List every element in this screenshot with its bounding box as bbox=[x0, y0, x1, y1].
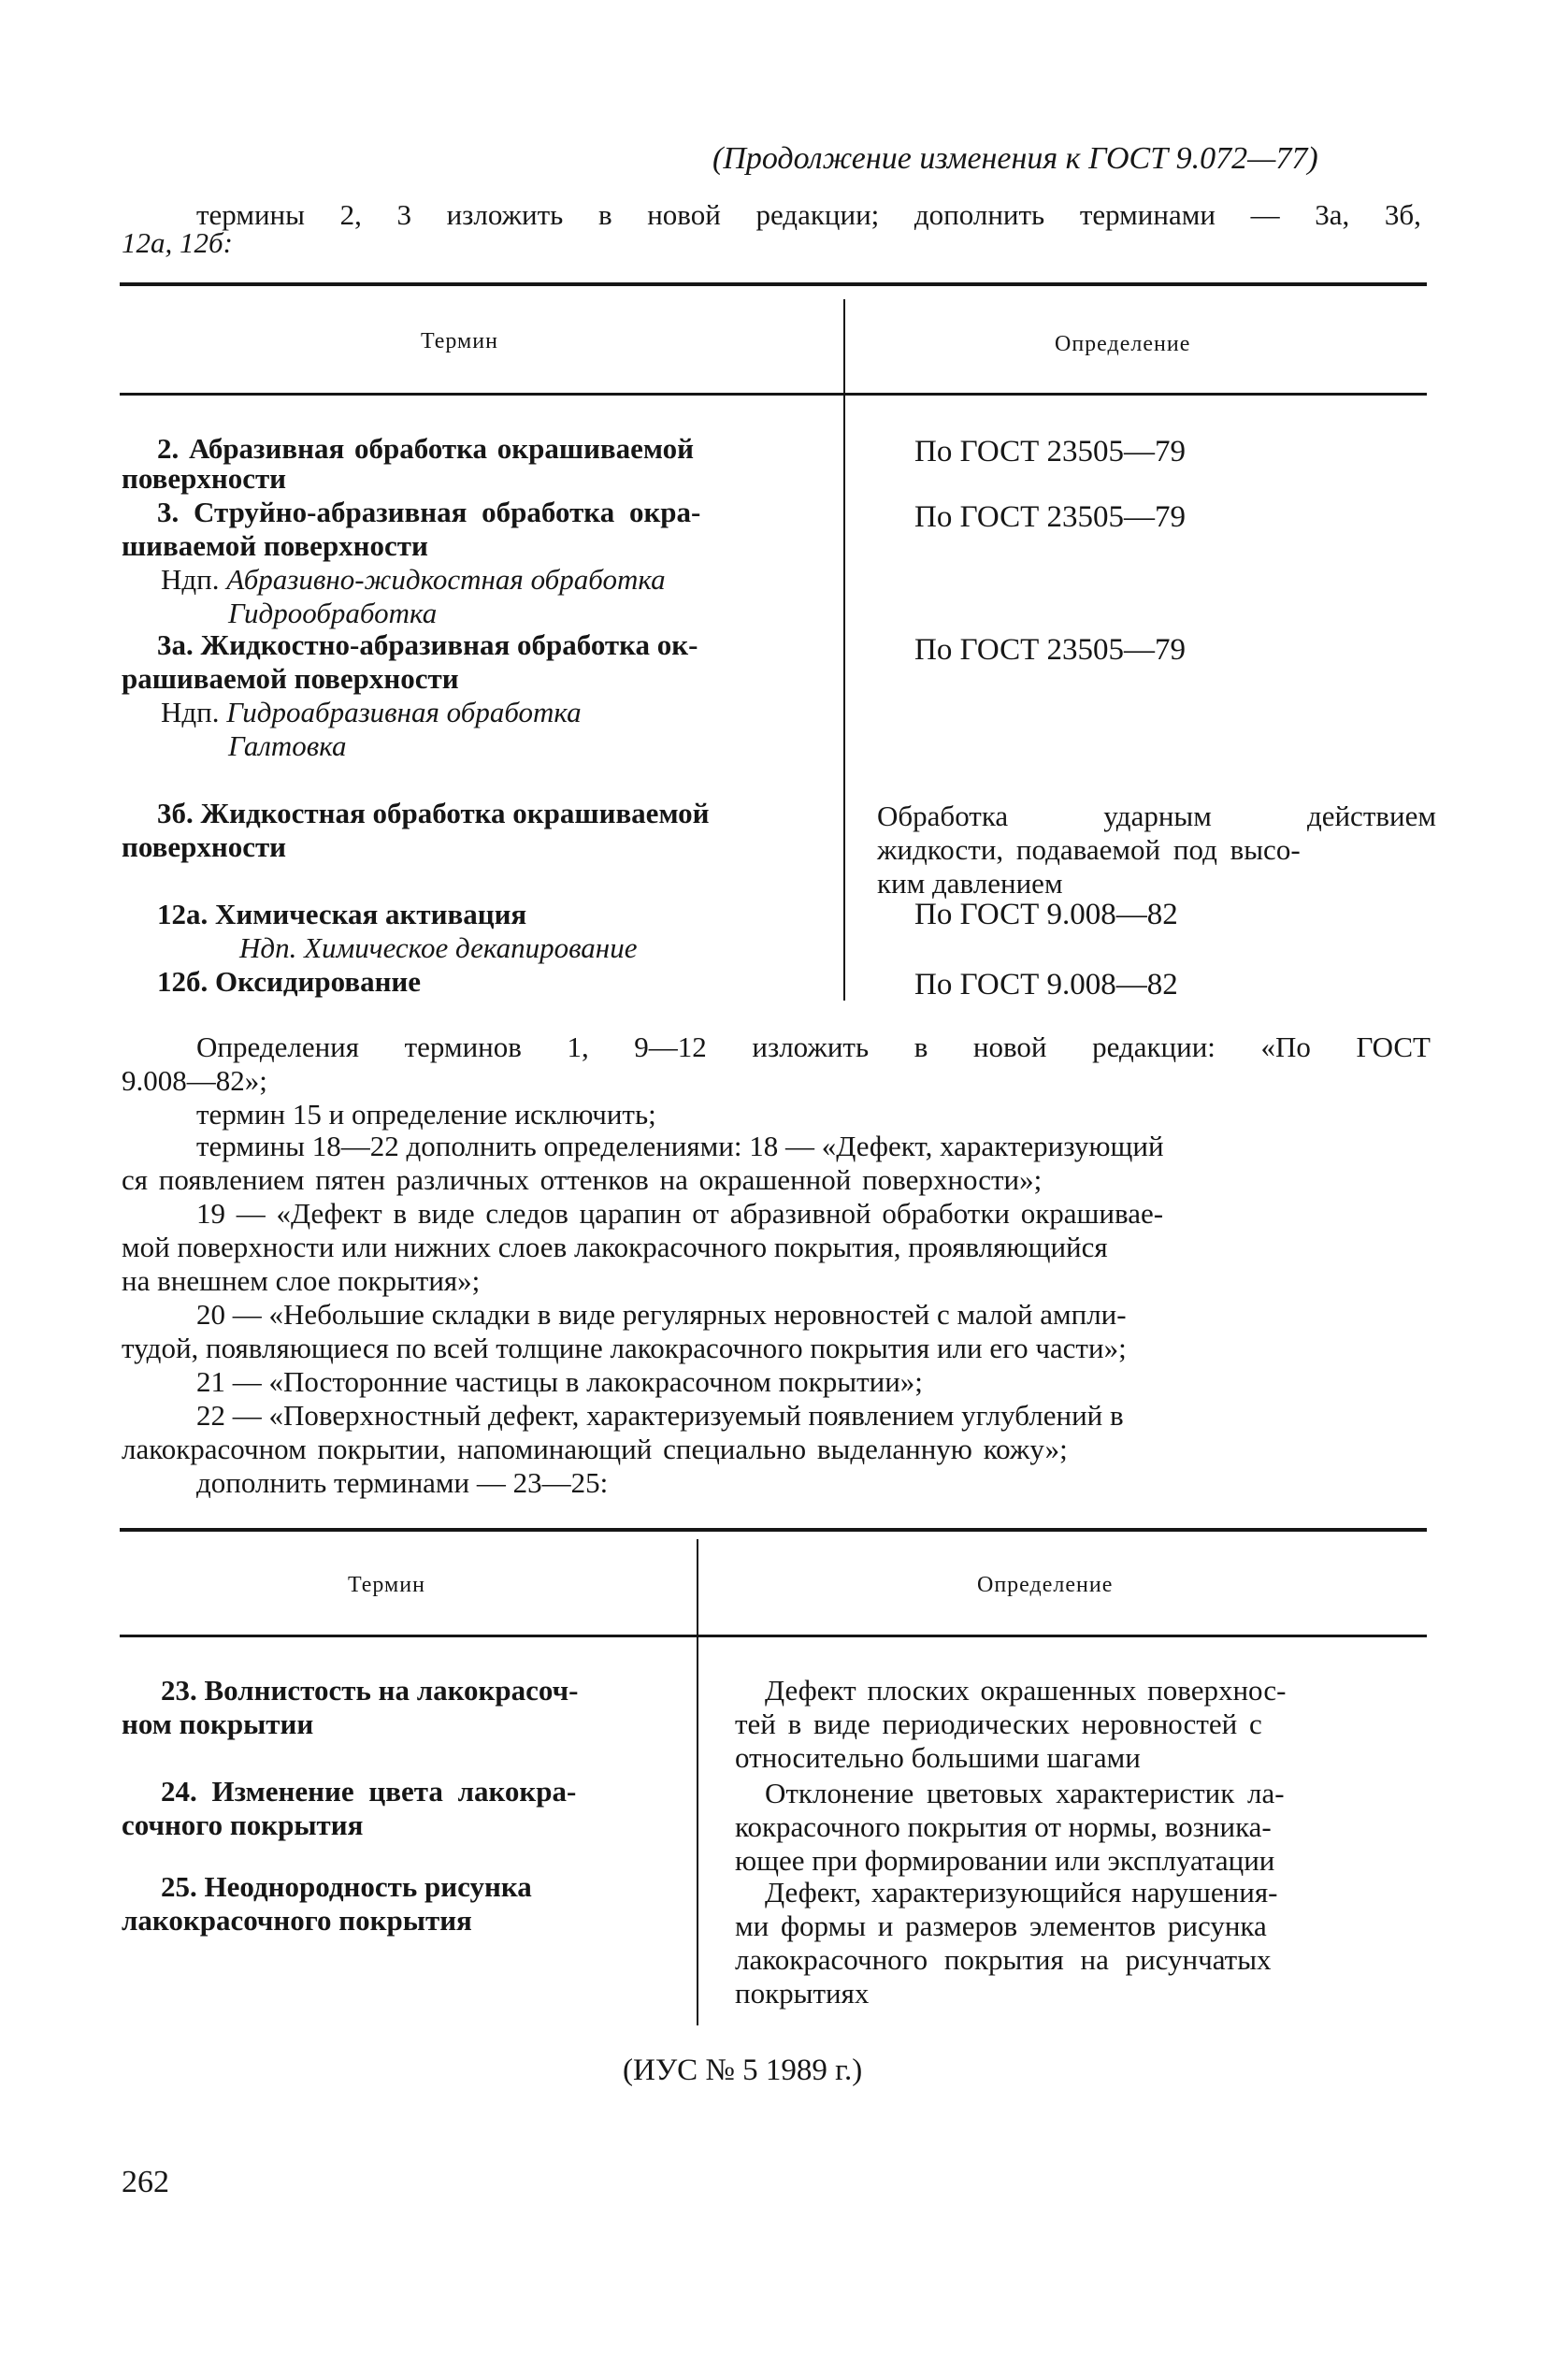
word: редакции; bbox=[755, 198, 880, 231]
term-25-line-1: 25. Неоднородность рисунка bbox=[161, 1870, 532, 1903]
term-25-line-2: лакокрасочного покрытия bbox=[122, 1904, 472, 1937]
word: 3 bbox=[396, 198, 411, 231]
word: Обработка bbox=[877, 800, 1009, 832]
word: терминов bbox=[404, 1030, 522, 1063]
def-24-line-1: Отклонение цветовых характеристик ла- bbox=[765, 1777, 1285, 1809]
word: новой bbox=[972, 1030, 1047, 1063]
term-2-line-2: поверхности bbox=[122, 462, 287, 495]
body-line-7: мой поверхности или нижних слоев лакокрасочного покрытия, проявляющийся bbox=[122, 1231, 1108, 1263]
def-3a: По ГОСТ 23505—79 bbox=[914, 633, 1186, 667]
word: — bbox=[1250, 198, 1280, 231]
table-1-top-rule bbox=[120, 282, 1427, 286]
def-2: По ГОСТ 23505—79 bbox=[914, 435, 1186, 468]
word: ударным bbox=[1103, 800, 1212, 832]
body-line-3: термин 15 и определение исключить; bbox=[196, 1098, 656, 1131]
def-25-line-2: ми формы и размеров элементов рисунка bbox=[735, 1909, 1267, 1942]
word: 2, bbox=[339, 198, 362, 231]
def-25-line-4: покрытиях bbox=[735, 1977, 870, 2010]
term-12a: 12а. Химическая активация bbox=[157, 898, 527, 930]
def-3b-line-1 bbox=[877, 800, 1436, 833]
word: «По bbox=[1260, 1030, 1311, 1063]
body-line-10: тудой, появляющиеся по всей толщине лакокрасочного покрытия или его части»; bbox=[122, 1332, 1127, 1364]
word: редакции: bbox=[1092, 1030, 1216, 1063]
page-number: 262 bbox=[122, 2165, 169, 2199]
body-line-2: 9.008—82»; bbox=[122, 1064, 267, 1097]
term-3b-line-2: поверхности bbox=[122, 830, 287, 863]
table-1-header-rule bbox=[120, 393, 1427, 396]
word: Определения bbox=[196, 1030, 360, 1063]
term-3-rejected-1: Ндп. Абразивно-жидкостная обработка bbox=[161, 563, 666, 596]
def-25-line-1: Дефект, характеризующийся нарушения- bbox=[765, 1876, 1278, 1909]
term-3a-rejected-1: Ндп. Гидроабразивная обработка bbox=[161, 696, 582, 728]
term-3a-rejected-2: Галтовка bbox=[228, 729, 347, 762]
term-12a-rejected: Ндп. Химическое декапирование bbox=[239, 931, 638, 964]
body-line-13: лакокрасочном покрытии, напоминающий специально выделанную кожу»; bbox=[122, 1433, 1068, 1465]
word: в bbox=[597, 198, 612, 231]
continuation-header: (Продолжение изменения к ГОСТ 9.072—77) bbox=[712, 141, 1318, 176]
body-line-6: 19 — «Дефект в виде следов царапин от абразивной обработки окрашивае- bbox=[196, 1197, 1164, 1230]
intro-line-1 bbox=[196, 198, 1421, 232]
body-line-12: 22 — «Поверхностный дефект, характеризуемый появлением углублений в bbox=[196, 1399, 1124, 1432]
def-12a: По ГОСТ 9.008—82 bbox=[914, 898, 1178, 931]
body-line-8: на внешнем слое покрытия»; bbox=[122, 1264, 481, 1297]
word: 1, bbox=[567, 1030, 589, 1063]
word: действием bbox=[1306, 800, 1436, 832]
word: изложить bbox=[752, 1030, 870, 1063]
word: терминами bbox=[1079, 198, 1216, 231]
word: термины bbox=[196, 198, 305, 231]
word: 3а, bbox=[1315, 198, 1350, 231]
table-2-header-rule bbox=[120, 1635, 1427, 1637]
body-line-5: ся появлением пятен различных оттенков на окрашенной поверхности»; bbox=[122, 1163, 1043, 1196]
word: дополнить bbox=[913, 198, 1045, 231]
def-24-line-2: кокрасочного покрытия от нормы, возника- bbox=[735, 1810, 1272, 1843]
term-23-line-1: 23. Волнистость на лакокрасоч- bbox=[161, 1674, 579, 1707]
body-line-14: дополнить терминами — 23—25: bbox=[196, 1466, 609, 1499]
word: изложить bbox=[446, 198, 564, 231]
def-3: По ГОСТ 23505—79 bbox=[914, 500, 1186, 534]
term-23-line-2: ном покрытии bbox=[122, 1707, 314, 1740]
word: 9—12 bbox=[634, 1030, 707, 1063]
term-3a-line-2: рашиваемой поверхности bbox=[122, 662, 459, 695]
word: ГОСТ bbox=[1356, 1030, 1431, 1063]
def-12b: По ГОСТ 9.008—82 bbox=[914, 968, 1178, 1001]
def-3b-line-3: ким давлением bbox=[877, 867, 1063, 900]
term-3-line-2: шиваемой поверхности bbox=[122, 529, 428, 562]
table-2-column-divider bbox=[697, 1539, 698, 2025]
def-23-line-2: тей в виде периодических неровностей с bbox=[735, 1707, 1262, 1740]
source-note: (ИУС № 5 1989 г.) bbox=[623, 2053, 863, 2087]
intro-line-2: 12а, 12б: bbox=[122, 226, 233, 259]
table-1-column-divider bbox=[843, 299, 845, 1001]
body-line-11: 21 — «Посторонние частицы в лакокрасочном покрытии»; bbox=[196, 1365, 923, 1398]
term-24-line-2: сочного покрытия bbox=[122, 1808, 364, 1841]
term-3a-line-1: 3а. Жидкостно-абразивная обработка ок- bbox=[157, 628, 698, 661]
term-2-line-1: 2. Абразивная обработка окрашиваемой bbox=[157, 432, 694, 465]
body-line-4: термины 18—22 дополнить определениями: 18 — «Дефект, характеризующий bbox=[196, 1130, 1164, 1162]
def-23-line-3: относительно большими шагами bbox=[735, 1741, 1141, 1774]
term-3-rejected-2: Гидрообработка bbox=[228, 597, 438, 629]
table-1-col-term: Термин bbox=[421, 329, 498, 353]
body-line-1 bbox=[196, 1030, 1431, 1064]
def-3b-line-2: жидкости, подаваемой под высо- bbox=[877, 833, 1301, 866]
body-line-9: 20 — «Небольшие складки в виде регулярных неровностей с малой ампли- bbox=[196, 1298, 1127, 1331]
table-2-col-definition: Определение bbox=[977, 1573, 1114, 1597]
word: в bbox=[913, 1030, 928, 1063]
term-3b-line-1: 3б. Жидкостная обработка окрашиваемой bbox=[157, 797, 710, 829]
term-3-line-1: 3. Струйно-абразивная обработка окра- bbox=[157, 496, 701, 528]
def-25-line-3: лакокрасочного покрытия на рисунчатых bbox=[735, 1943, 1272, 1976]
table-2-top-rule bbox=[120, 1528, 1427, 1532]
table-1-col-definition: Определение bbox=[1055, 332, 1191, 356]
def-23-line-1: Дефект плоских окрашенных поверхнос- bbox=[765, 1674, 1287, 1707]
term-24-line-1: 24. Изменение цвета лакокра- bbox=[161, 1775, 577, 1808]
word: новой bbox=[647, 198, 721, 231]
term-12b: 12б. Оксидирование bbox=[157, 965, 422, 998]
table-2-col-term: Термин bbox=[348, 1573, 425, 1597]
word: 3б, bbox=[1384, 198, 1421, 231]
def-24-line-3: ющее при формировании или эксплуатации bbox=[735, 1844, 1275, 1877]
